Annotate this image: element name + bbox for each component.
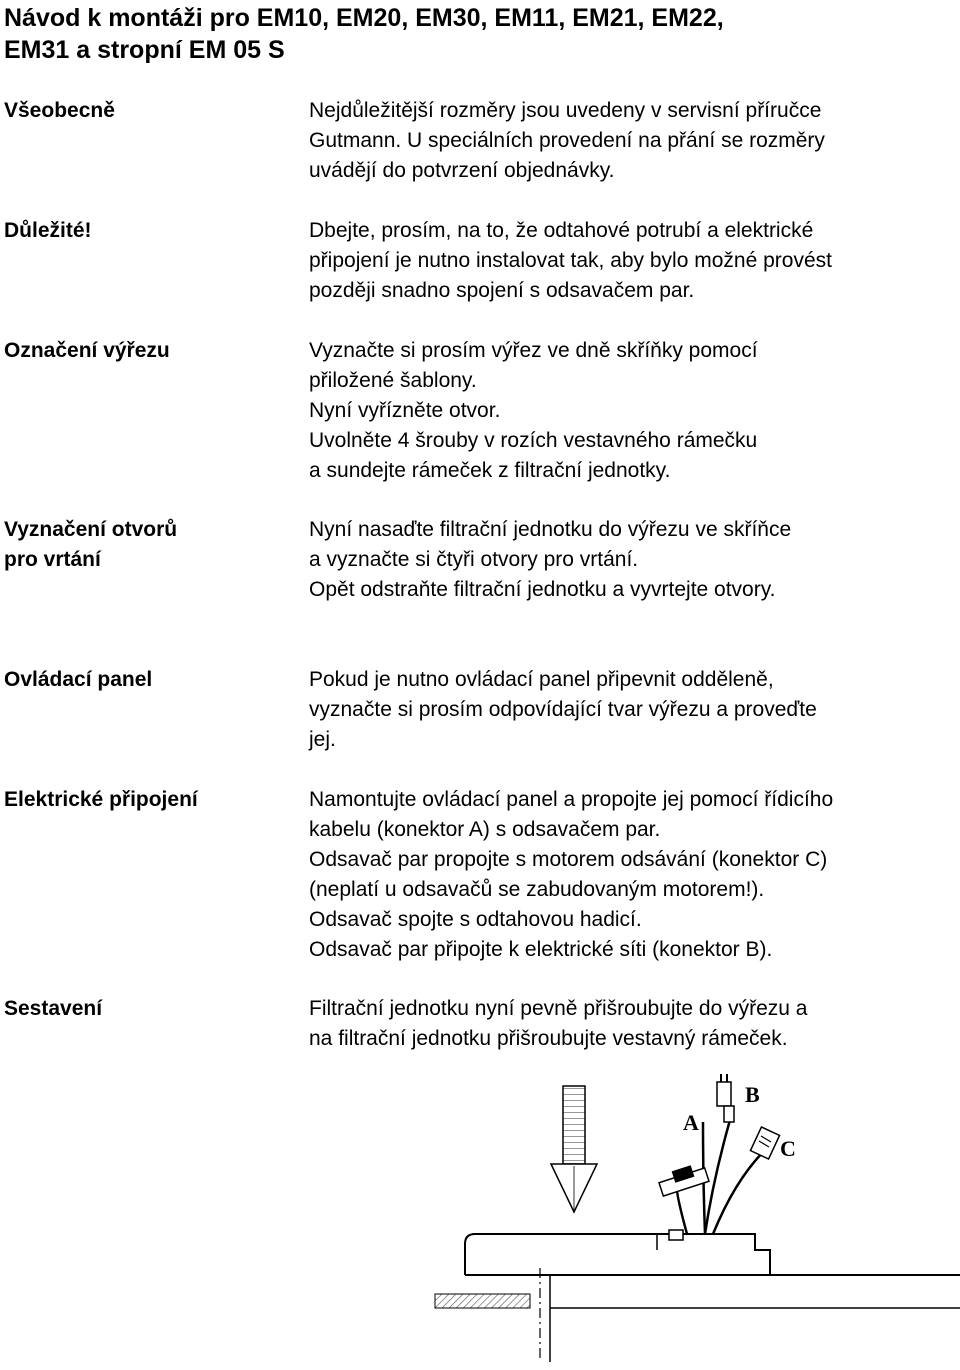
cabinet-bottom-section (435, 1294, 530, 1308)
section-text-important: Dbejte, prosím, na to, že odtahové potrubí a elektrické připojení je nutno instalovat tak, aby bylo možné provést později snadno spojení s odsavačem par. (309, 219, 832, 302)
title-line-2: EM31 a stropní EM 05 S (4, 36, 285, 64)
document-title (4, 2, 954, 66)
connector-b-plug (717, 1074, 734, 1122)
section-text-general: Nejdůležitější rozměry jsou uvedeny v servisní příručce Gutmann. U speciálních provedení na přání se rozměry uvádějí do potvrzení objednávky. (309, 99, 825, 182)
installation-diagram (425, 1070, 960, 1365)
section-text-cutout: Vyznačte si prosím výřez ve dně skříňky pomocí přiložené šablony. Nyní vyřízněte otvor. Uvolněte 4 šrouby v rozích vestavného rámečku a sundejte rámeček z filtrační jednotky. (309, 339, 758, 482)
section-label-general: Všeobecně (4, 99, 115, 122)
section-label-important: Důležité! (4, 219, 92, 242)
connector-c-plug (750, 1127, 779, 1159)
filter-unit-housing (465, 1234, 960, 1275)
section-text-electrical: Namontujte ovládací panel a propojte jej pomocí řídicího kabelu (konektor A) s odsavačem par. Odsavač par propojte s motorem odsávání (konektor C) (neplatí u odsavačů se zabudovaným motorem!). Odsavač spojte s odtahovou hadicí. Odsavač par připojte k elektrické síti (konektor B). (309, 788, 834, 961)
section-label-cutout: Označení výřezu (4, 339, 170, 362)
section-text-drill-holes: Nyní nasaďte filtrační jednotku do výřezu ve skříňce a vyznačte si čtyři otvory pro vrtání. Opět odstraňte filtrační jednotku a vyvrtejte otvory. (309, 518, 792, 601)
section-text-assembly: Filtrační jednotku nyní pevně přišroubujte do výřezu a na filtrační jednotku přišroubujte vestavný rámeček. (309, 997, 808, 1050)
section-label-control-panel: Ovládací panel (4, 668, 153, 691)
title-line-1: Návod k montáži pro EM10, EM20, EM30, EM11, EM21, EM22, (4, 4, 724, 32)
connector-a-plug (659, 1165, 709, 1196)
section-label-drill-holes: Vyznačení otvorů pro vrtání (4, 518, 178, 571)
section-text-control-panel: Pokud je nutno ovládací panel připevnit odděleně, vyznačte si prosím odpovídající tvar výřezu a proveďte jej. (309, 668, 817, 751)
section-label-assembly: Sestavení (4, 997, 103, 1020)
connector-a-label: A (683, 1110, 699, 1135)
cable-grommet (669, 1230, 683, 1240)
section-label-electrical: Elektrické připojení (4, 788, 198, 811)
connector-b-label: B (745, 1082, 760, 1107)
connector-c-label: C (780, 1136, 796, 1161)
down-arrow-icon (551, 1086, 597, 1212)
